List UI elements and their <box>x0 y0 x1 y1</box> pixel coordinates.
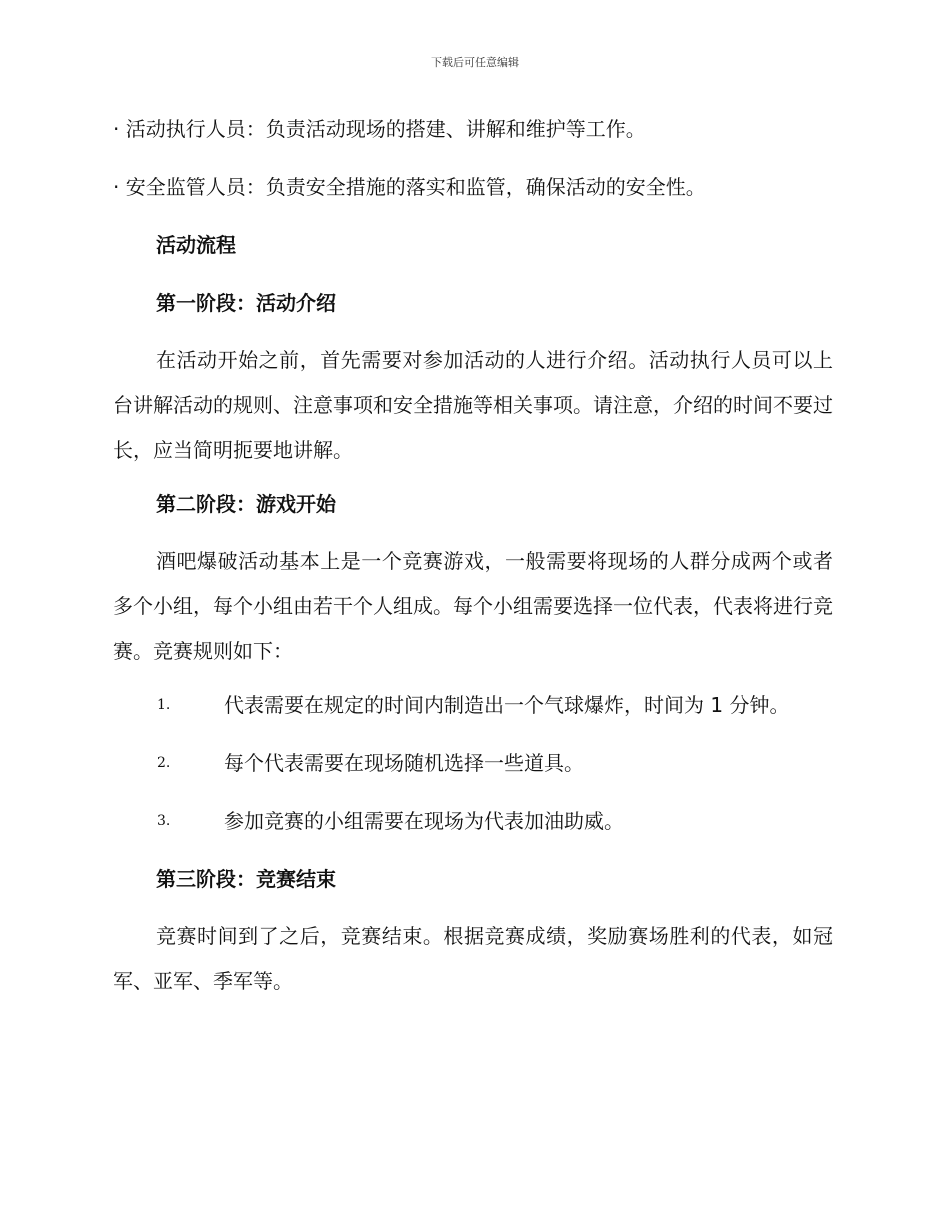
stage-heading: 第一阶段：活动介绍 <box>156 291 336 315</box>
stage-paragraph: 酒吧爆破活动基本上是一个竞赛游戏，一般需要将现场的人群分成两个或者多个小组，每个小组由若干个人组成。每个小组需要选择一位代表，代表将进行竞赛。竞赛规则如下： <box>113 549 833 663</box>
stage-heading: 第二阶段：游戏开始 <box>156 492 336 516</box>
rule-number: 1. <box>157 697 171 713</box>
page-header: 下载后可任意编辑 <box>431 56 519 69</box>
rule-text: 参加竞赛的小组需要在现场为代表加油助威。 <box>224 809 624 833</box>
bullet-item: · 活动执行人员：负责活动现场的搭建、讲解和维护等工作。 <box>113 117 646 141</box>
rule-list-item <box>113 688 833 722</box>
rule-text: 代表需要在规定的时间内制造出一个气球爆炸，时间为 1 分钟。 <box>224 693 790 717</box>
bullet-item: · 安全监管人员：负责安全措施的落实和监管，确保活动的安全性。 <box>113 175 706 199</box>
stage-paragraph: 竞赛时间到了之后，竞赛结束。根据竞赛成绩，奖励赛场胜利的代表，如冠军、亚军、季军等。 <box>113 924 833 993</box>
rule-number: 2. <box>157 755 171 771</box>
section-title: 活动流程 <box>156 233 236 257</box>
document-body <box>113 112 833 1018</box>
rule-list-item <box>113 804 833 838</box>
stage-paragraph: 在活动开始之前，首先需要对参加活动的人进行介绍。活动执行人员可以上台讲解活动的规则、注意事项和安全措施等相关事项。请注意，介绍的时间不要过长，应当简明扼要地讲解。 <box>113 348 833 462</box>
rule-number: 3. <box>157 813 171 829</box>
rule-list-item <box>113 746 833 780</box>
stage-heading: 第三阶段：竞赛结束 <box>156 867 336 891</box>
rule-text: 每个代表需要在现场随机选择一些道具。 <box>224 751 584 775</box>
